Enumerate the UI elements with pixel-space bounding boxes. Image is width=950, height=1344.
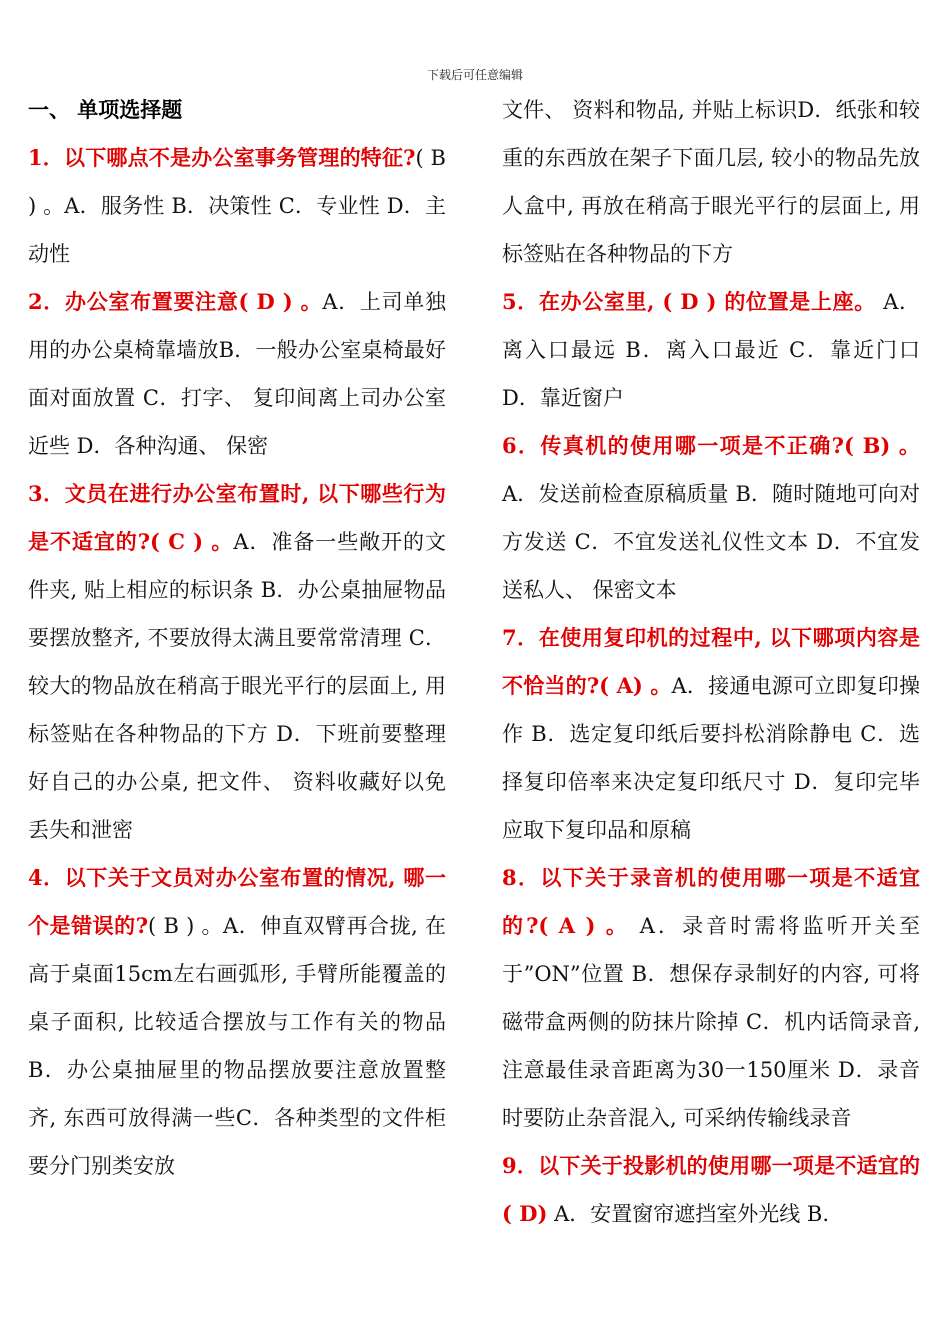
question-stem: 7．在使用复印机的过程中, 以下哪项内容是不恰当的?( A) 。 [502, 625, 920, 698]
question-1 [28, 134, 446, 278]
question-stem: 8．以下关于录音机的使用哪一项是不适宜的?( A ) 。 [502, 865, 920, 938]
page-header: 下载后可任意编辑 [426, 68, 523, 82]
section-title: 一、 单项选择题 [28, 97, 183, 122]
question-options: ( B ) 。A．伸直双臂再合拢, 在高于桌面15cm左右画弧形, 手臂所能覆盖的桌子面积, 比较适合摆放与工作有关的物品B．办公桌抽屉里的物品摆放要注意放置整齐, 东西可放得满一些C．各种类型的文件柜要分门别类安放 [28, 914, 447, 1178]
question-stem: 1．以下哪点不是办公室事务管理的特征? [28, 145, 416, 170]
right-column [502, 86, 920, 1238]
question-7 [502, 614, 920, 854]
question-4-continued [502, 86, 920, 278]
question-options: A．接通电源可立即复印操作 B．选定复印纸后要抖松消除静电 C．选择复印倍率来决定复印纸尺寸 D．复印完毕应取下复印品和原稿 [502, 674, 920, 842]
question-8 [502, 854, 920, 1142]
question-stem: 9．以下关于投影机的使用哪一项是不适宜的( D) [502, 1153, 920, 1226]
question-options: ( B ) 。A．服务性 B．决策性 C．专业性 D．主动性 [28, 146, 446, 266]
question-options: A．录音时需将监听开关至于”ON”位置 B．想保存录制好的内容, 可将磁带盒两侧的防抹片除掉 C．机内话筒录音, 注意最佳录音距离为30一150厘米 D．录音时要防止杂音混入, 可采纳传输线录音 [502, 914, 920, 1130]
left-column [28, 86, 446, 1190]
question-stem: 3．文员在进行办公室布置时, 以下哪些行为是不适宜的?( C ) 。 [28, 481, 446, 554]
question-6 [502, 422, 920, 614]
question-stem: 6．传真机的使用哪一项是不正确?( B) 。 [502, 433, 920, 458]
question-options: A．上司单独用的办公桌椅靠墙放B．一般办公室桌椅最好面对面放置 C．打字、 复印间离上司办公室近些 D．各种沟通、 保密 [28, 290, 446, 458]
question-options: A．准备一些敞开的文件夹, 贴上相应的标识条 B．办公桌抽屉物品要摆放整齐, 不要放得太满且要常常清理 C．较大的物品放在稍高于眼光平行的层面上, 用标签贴在各种物品的下方 D．下班前要整理好自己的办公桌, 把文件、 资料收藏好以免丢失和泄密 [28, 530, 446, 842]
question-stem: 4．以下关于文员对办公室布置的情况, 哪一个是错误的? [28, 865, 446, 938]
question-5 [502, 278, 920, 422]
question-stem: 2．办公室布置要注意( D ) 。 [28, 289, 323, 314]
question-options: A．发送前检查原稿质量 B．随时随地可向对方发送 C．不宜发送礼仪性文本 D．不宜发送私人、 保密文本 [502, 482, 920, 602]
question-options: A．离入口最远 B．离入口最近 C．靠近门口 D．靠近窗户 [502, 290, 921, 410]
question-3 [28, 470, 446, 854]
question-2 [28, 278, 446, 470]
question-9 [502, 1142, 920, 1238]
question-options: A．安置窗帘遮挡室外光线 B. [547, 1202, 830, 1226]
question-stem: 5．在办公室里, ( D ) 的位置是上座。 [502, 289, 876, 314]
question-4 [28, 854, 446, 1190]
question-options: 文件、 资料和物品, 并贴上标识D．纸张和较重的东西放在架子下面几层, 较小的物品先放人盒中, 再放在稍高于眼光平行的层面上, 用标签贴在各种物品的下方 [502, 98, 920, 266]
